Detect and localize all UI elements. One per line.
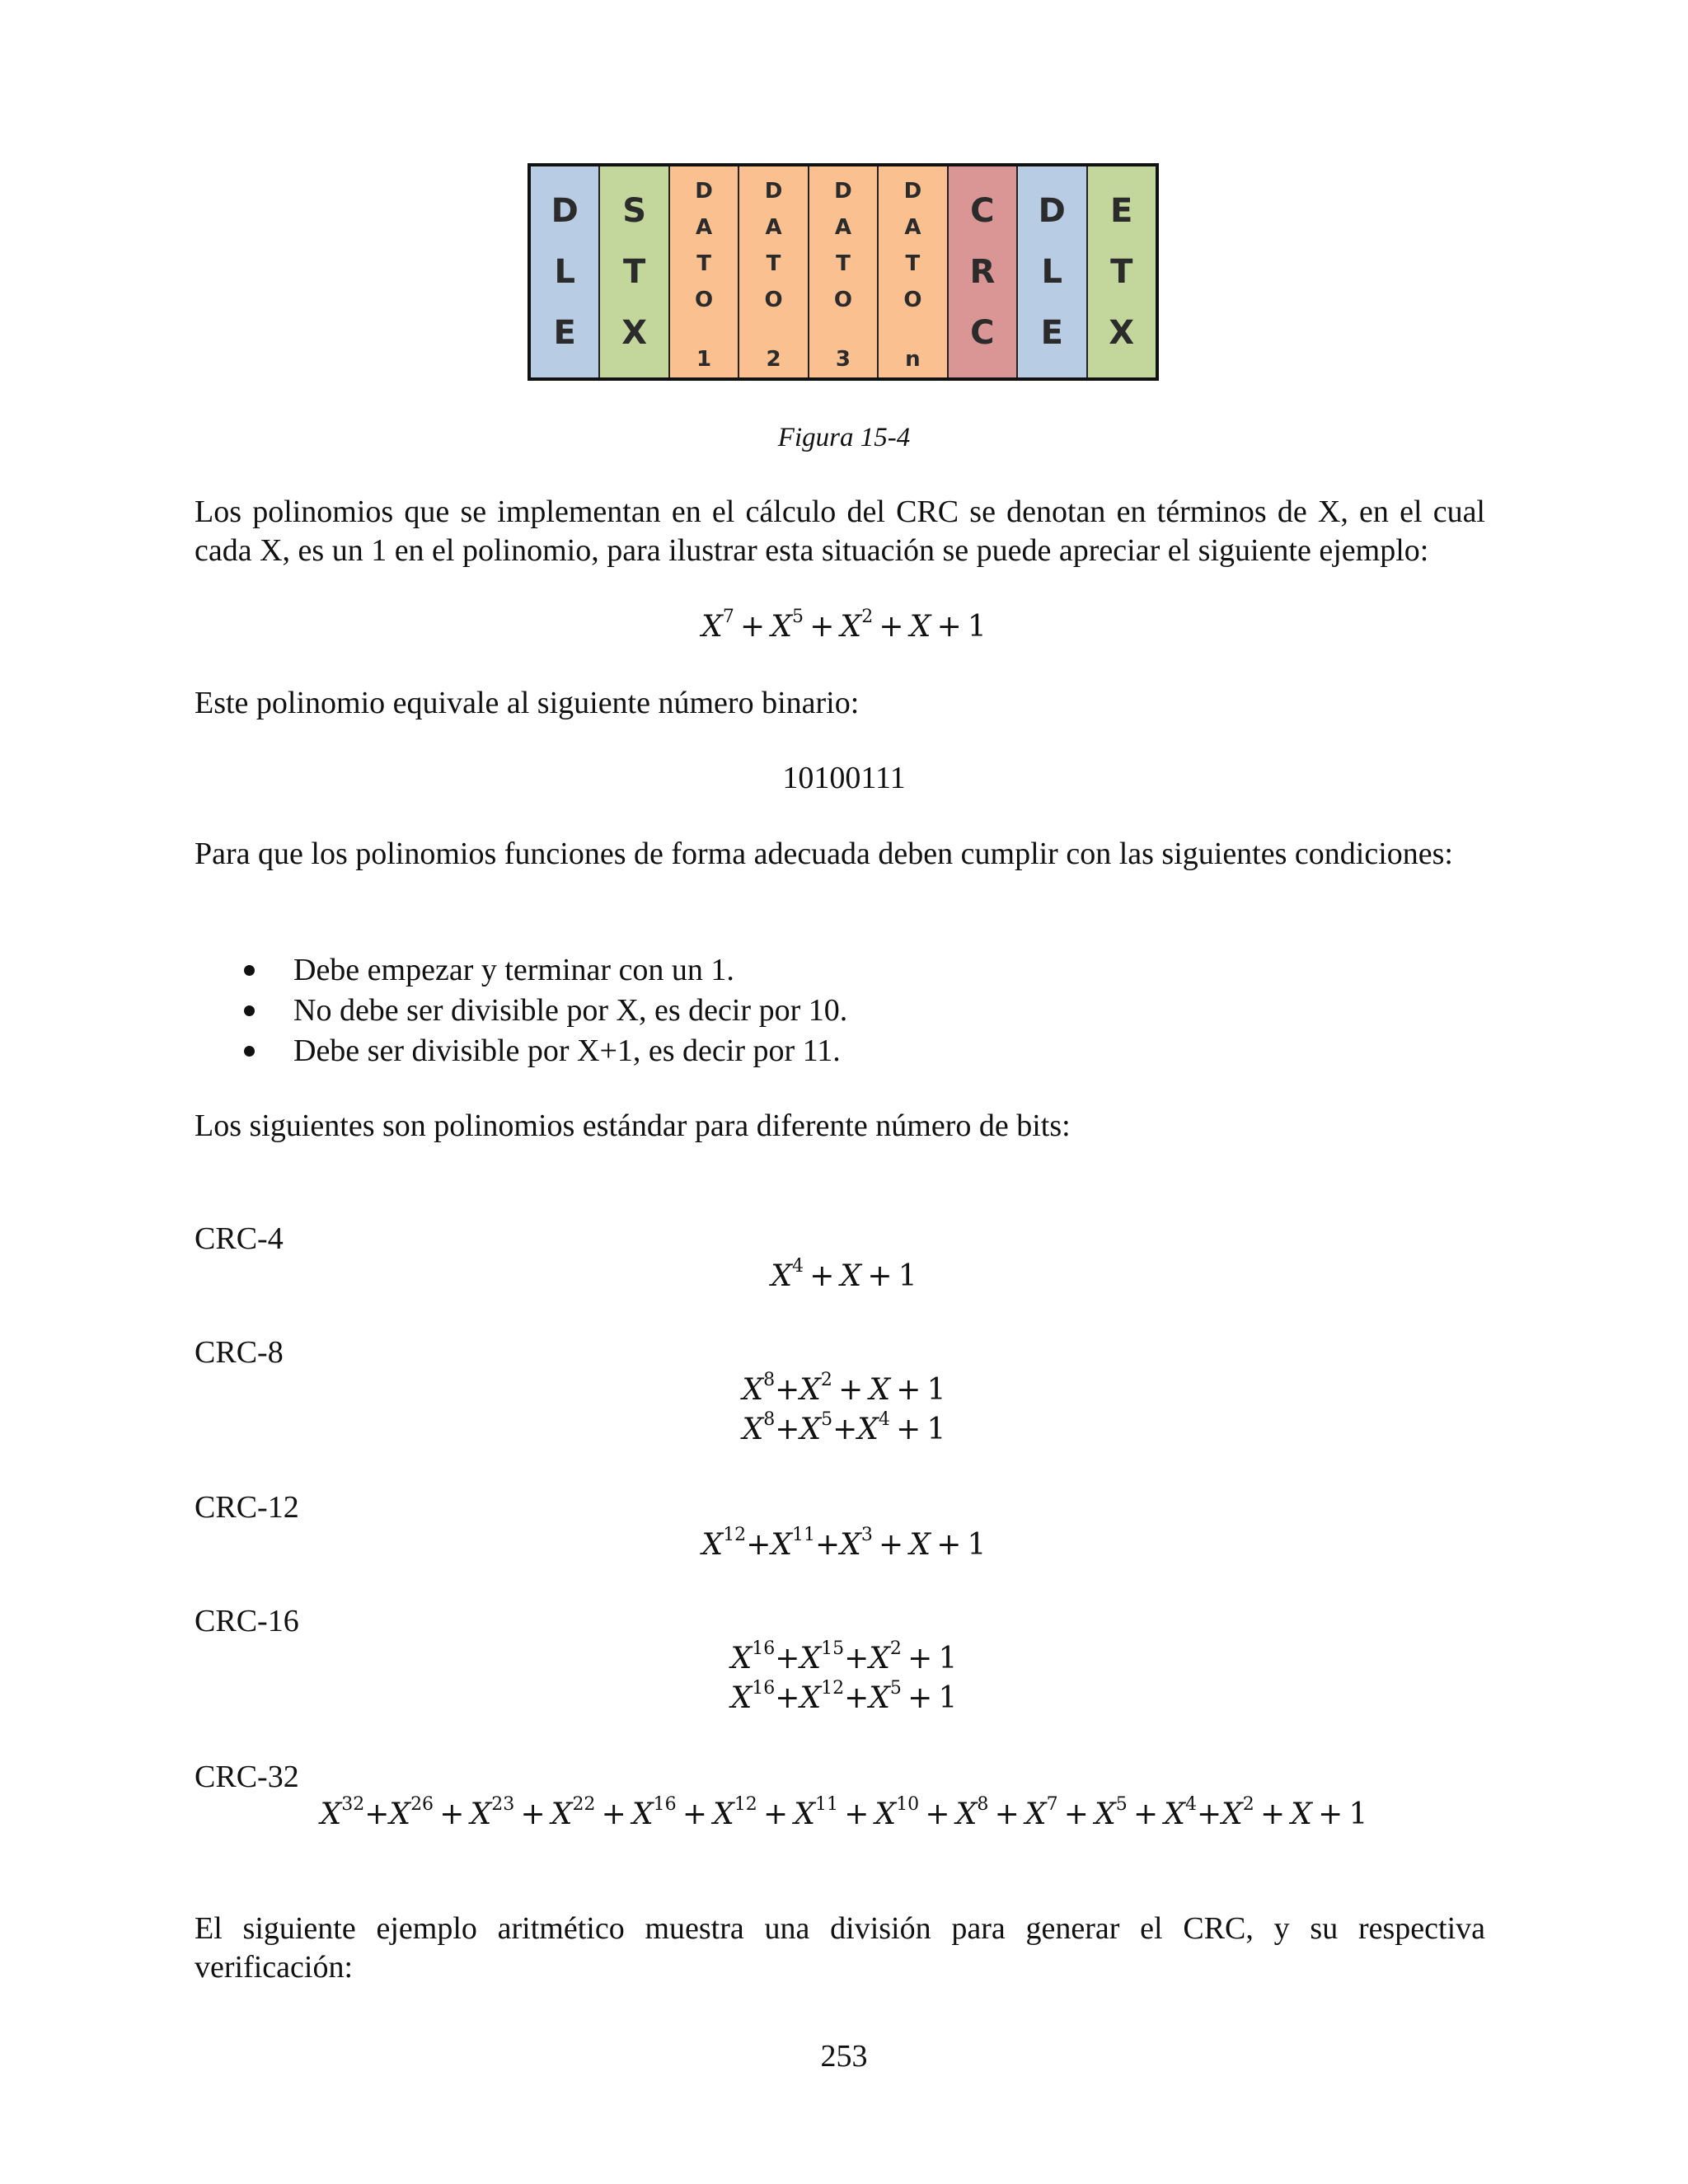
polynomial-constant: 1 [898, 1259, 917, 1293]
polynomial-operator: + [804, 1259, 841, 1293]
polynomial-operator: + [514, 1797, 551, 1831]
polynomial-operator: + [931, 610, 968, 644]
polynomial-variable: X [955, 1797, 978, 1831]
polynomial-exponent: 12 [821, 1678, 845, 1699]
polynomial-exponent: 4 [792, 1256, 804, 1277]
polynomial-variable: X [799, 1642, 822, 1675]
polynomial-exponent: 7 [722, 607, 734, 627]
frame-field-letter: E [1040, 314, 1063, 352]
polynomial-variable: X [840, 610, 862, 644]
polynomial-variable: X [701, 610, 723, 644]
polynomial-operator: + [931, 1528, 968, 1562]
polynomial-operator: + [595, 1797, 632, 1831]
polynomial-variable: X [631, 1797, 654, 1831]
polynomial-operator: + [775, 1413, 800, 1446]
frame-field-1 [600, 166, 669, 377]
polynomial-exponent: 23 [491, 1794, 515, 1815]
frame-field-letter: C [970, 192, 995, 230]
frame-field-letter: E [1110, 192, 1133, 230]
binary-equivalence-text: Este polinomio equivale al siguiente número binario: [195, 686, 860, 720]
polynomial-variable: X [869, 1681, 890, 1715]
frame-field-letter: E [553, 314, 576, 352]
polynomial-constant: 1 [967, 1528, 987, 1562]
frame-field-3 [739, 166, 809, 377]
crc32-label: CRC-32 [195, 1760, 299, 1794]
polynomial-operator: + [775, 1681, 800, 1715]
polynomial-variable: X [840, 1259, 862, 1293]
polynomial-exponent: 2 [820, 1370, 832, 1390]
crc8-label: CRC-8 [195, 1335, 284, 1370]
polynomial-operator: + [1196, 1797, 1222, 1831]
polynomial-exponent: 15 [821, 1638, 845, 1659]
polynomial-operator: + [804, 610, 841, 644]
polynomial-operator: + [815, 1528, 841, 1562]
frame-field-4 [809, 166, 879, 377]
polynomial-operator: + [746, 1528, 771, 1562]
polynomial-variable: X [909, 610, 931, 644]
polynomial-exponent: 8 [763, 1370, 776, 1390]
frame-field-letter: C [970, 314, 995, 352]
polynomial-operator: + [757, 1797, 795, 1831]
polynomial-exponent: 8 [763, 1409, 776, 1430]
page-number: 253 [820, 2039, 868, 2074]
frame-field-letter: D [834, 179, 852, 204]
polynomial-variable: X [771, 1259, 792, 1293]
polynomial-variable: X [869, 1373, 891, 1407]
crc4-polynomial [0, 1256, 1688, 1293]
polynomial-variable: X [742, 1373, 764, 1407]
frame-field-letter: T [1110, 253, 1133, 291]
polynomial-variable: X [857, 1413, 879, 1446]
polynomial-exponent: 16 [653, 1794, 677, 1815]
polynomial-variable: X [730, 1681, 753, 1715]
polynomial-operator: + [775, 1373, 800, 1407]
polynomial-operator: + [1311, 1797, 1349, 1831]
frame-field-letter: D [764, 179, 783, 204]
conditions-list [195, 950, 1485, 1071]
polynomial-operator: + [364, 1797, 390, 1831]
polynomial-exponent: 5 [821, 1409, 833, 1430]
polynomial-variable: X [389, 1797, 411, 1831]
polynomial-constant: 1 [1348, 1797, 1368, 1831]
polynomial-constant: 1 [938, 1681, 958, 1715]
polynomial-exponent: 11 [792, 1525, 815, 1545]
polynomial-variable: X [701, 1528, 724, 1562]
crc16-polynomial-2 [0, 1678, 1688, 1715]
frame-field-letter: S [622, 192, 647, 230]
crc16-polynomial-1 [0, 1638, 1688, 1675]
polynomial-exponent: 10 [896, 1794, 920, 1815]
list-item: No debe ser divisible por X, es decir por 10. [195, 991, 1485, 1031]
frame-field-letter: R [969, 253, 996, 291]
frame-field-letter: O [903, 288, 922, 312]
polynomial-operator: + [844, 1642, 870, 1675]
polynomial-variable: X [771, 610, 792, 644]
polynomial-variable: X [551, 1797, 573, 1831]
frame-structure-diagram [528, 163, 1159, 381]
polynomial-exponent: 16 [752, 1638, 776, 1659]
frame-field-letter: T [905, 251, 921, 276]
binary-number: 10100111 [782, 761, 906, 795]
list-item: Debe empezar y terminar con un 1. [195, 950, 1485, 991]
polynomial-exponent: 2 [889, 1638, 902, 1659]
polynomial-exponent: 12 [723, 1525, 747, 1545]
crc32-polynomial [0, 1794, 1688, 1831]
frame-field-letter: X [621, 314, 648, 352]
frame-field-6 [949, 166, 1018, 377]
frame-field-letter: D [903, 179, 922, 204]
polynomial-exponent: 16 [752, 1678, 776, 1699]
polynomial-exponent: 2 [1242, 1794, 1254, 1815]
polynomial-exponent: 3 [860, 1525, 873, 1545]
polynomial-variable: X [869, 1642, 890, 1675]
polynomial-operator: + [901, 1681, 939, 1715]
frame-field-2 [670, 166, 739, 377]
frame-field-0 [531, 166, 600, 377]
frame-field-letter: L [1041, 253, 1063, 291]
frame-field-letter: 3 [835, 347, 851, 372]
frame-field-5 [879, 166, 948, 377]
polynomial-variable: X [1221, 1797, 1243, 1831]
polynomial-operator: + [861, 1259, 898, 1293]
frame-field-letter: n [905, 347, 921, 372]
frame-field-7 [1018, 166, 1087, 377]
frame-field-letter: T [623, 253, 646, 291]
polynomial-operator: + [734, 610, 771, 644]
frame-field-letter: X [1109, 314, 1135, 352]
polynomial-operator: + [434, 1797, 471, 1831]
polynomial-constant: 1 [926, 1413, 946, 1446]
polynomial-variable: X [799, 1681, 822, 1715]
frame-field-letter: A [834, 215, 852, 240]
polynomial-variable: X [771, 1528, 792, 1562]
polynomial-variable: X [470, 1797, 492, 1831]
frame-field-letter: A [696, 215, 713, 240]
polynomial-variable: X [1291, 1797, 1312, 1831]
crc4-label: CRC-4 [195, 1221, 284, 1256]
polynomial-operator: + [889, 1413, 927, 1446]
frame-field-letter: 2 [766, 347, 781, 372]
polynomial-exponent: 22 [572, 1794, 596, 1815]
polynomial-variable: X [799, 1373, 821, 1407]
polynomial-variable: X [1164, 1797, 1185, 1831]
polynomial-exponent: 8 [977, 1794, 989, 1815]
frame-field-letter: L [554, 253, 575, 291]
frame-field-letter: D [551, 192, 579, 230]
polynomial-exponent: 5 [1115, 1794, 1128, 1815]
polynomial-operator: + [1057, 1797, 1095, 1831]
polynomial-operator: + [676, 1797, 714, 1831]
figure-caption: Figura 15-4 [777, 423, 911, 452]
polynomial-exponent: 32 [341, 1794, 365, 1815]
example-polynomial [0, 607, 1688, 644]
polynomial-operator: + [988, 1797, 1025, 1831]
frame-field-letter: O [695, 288, 714, 312]
list-item: Debe ser divisible por X+1, es decir por 11. [195, 1031, 1485, 1071]
frame-field-letter: O [833, 288, 853, 312]
polynomial-operator: + [832, 1373, 870, 1407]
polynomial-variable: X [799, 1413, 822, 1446]
crc16-label: CRC-16 [195, 1604, 299, 1638]
frame-field-letter: A [765, 215, 782, 240]
polynomial-operator: + [1127, 1797, 1165, 1831]
polynomial-exponent: 7 [1046, 1794, 1058, 1815]
polynomial-exponent: 11 [815, 1794, 838, 1815]
crc8-polynomial-2 [0, 1409, 1688, 1446]
polynomial-variable: X [742, 1413, 764, 1446]
polynomial-operator: + [872, 1528, 910, 1562]
standards-intro: Los siguientes son polinomios estándar para diferente número de bits: [195, 1108, 1071, 1143]
frame-field-letter: 1 [696, 347, 712, 372]
polynomial-operator: + [890, 1373, 927, 1407]
polynomial-exponent: 2 [861, 607, 874, 627]
polynomial-variable: X [320, 1797, 342, 1831]
polynomial-constant: 1 [926, 1373, 946, 1407]
polynomial-variable: X [840, 1528, 861, 1562]
polynomial-exponent: 5 [889, 1678, 902, 1699]
polynomial-exponent: 5 [792, 607, 804, 627]
frame-field-letter: D [1038, 192, 1066, 230]
division-example-intro: El siguiente ejemplo aritmético muestra una división para generar el CRC, y su respectiva verificación: [195, 1911, 1485, 1985]
polynomial-exponent: 4 [1184, 1794, 1197, 1815]
frame-field-letter: T [766, 251, 781, 276]
polynomial-exponent: 4 [878, 1409, 890, 1430]
frame-field-letter: A [904, 215, 921, 240]
polynomial-operator: + [838, 1797, 875, 1831]
frame-field-letter: O [764, 288, 783, 312]
polynomial-operator: + [832, 1413, 858, 1446]
polynomial-variable: X [713, 1797, 734, 1831]
crc12-label: CRC-12 [195, 1490, 299, 1525]
polynomial-constant: 1 [938, 1642, 958, 1675]
polynomial-operator: + [901, 1642, 939, 1675]
frame-field-letter: T [836, 251, 851, 276]
polynomial-variable: X [909, 1528, 931, 1562]
polynomial-variable: X [1095, 1797, 1116, 1831]
polynomial-variable: X [794, 1797, 815, 1831]
polynomial-variable: X [874, 1797, 897, 1831]
crc8-polynomial-1 [0, 1370, 1688, 1407]
polynomial-exponent: 26 [410, 1794, 434, 1815]
polynomial-operator: + [1254, 1797, 1292, 1831]
intro-paragraph: Los polinomios que se implementan en el cálculo del CRC se denotan en términos de X, en el cual cada X, es un 1 en el polinomio, para ilustrar esta situación se puede apreciar el siguiente ejemplo: [195, 494, 1485, 568]
frame-field-8 [1088, 166, 1156, 377]
polynomial-operator: + [873, 610, 910, 644]
polynomial-exponent: 12 [734, 1794, 757, 1815]
conditions-intro: Para que los polinomios funciones de forma adecuada deben cumplir con las siguientes condiciones: [195, 837, 1453, 871]
frame-field-letter: D [695, 179, 713, 204]
polynomial-constant: 1 [967, 610, 987, 644]
polynomial-operator: + [919, 1797, 956, 1831]
crc12-polynomial [0, 1525, 1688, 1562]
polynomial-variable: X [730, 1642, 753, 1675]
polynomial-operator: + [775, 1642, 800, 1675]
polynomial-operator: + [844, 1681, 870, 1715]
frame-field-letter: T [696, 251, 711, 276]
polynomial-variable: X [1025, 1797, 1047, 1831]
